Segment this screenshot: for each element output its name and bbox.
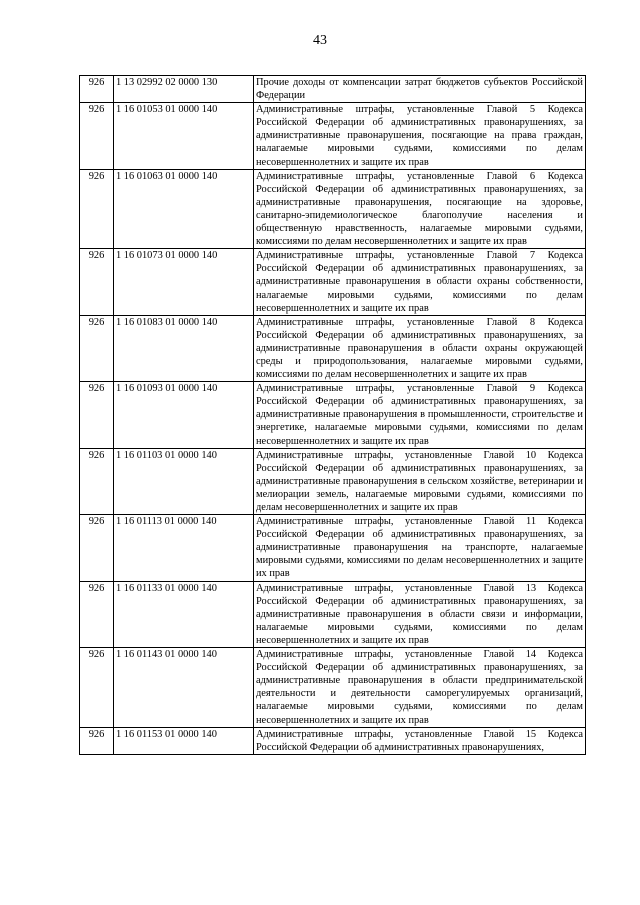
income-name-cell: Административные штрафы, установленные Главой 9 Кодекса Российской Федерации об административных правонарушениях, за административные правонарушения в промышленности, строительстве и энергетике, налагаемые мировыми судьями, комиссиями по делам несовершеннолетних и защите их прав [254, 382, 586, 448]
income-name-cell: Административные штрафы, установленные Главой 11 Кодекса Российской Федерации об административных правонарушениях, за административные правонарушения на транспорте, налагаемые мировыми судьями, комиссиями по делам несовершеннолетних и защите их прав [254, 515, 586, 581]
table-row [80, 315, 586, 381]
income-name-cell: Административные штрафы, установленные Главой 6 Кодекса Российской Федерации об административных правонарушениях, за административные правонарушения, посягающие на здоровье, санитарно-эпидемиологическое благополучие населения и общественную нравственность, налагаемые мировыми судьями, комиссиями по делам несовершеннолетних и защите их прав [254, 169, 586, 249]
income-name-cell: Административные штрафы, установленные Главой 8 Кодекса Российской Федерации об административных правонарушениях, за административные правонарушения в области охраны окружающей среды и природопользования, налагаемые мировыми судьями, комиссиями по делам несовершеннолетних и защите их прав [254, 315, 586, 381]
budget-code-cell: 1 16 01133 01 0000 140 [114, 581, 254, 647]
income-name-cell: Административные штрафы, установленные Главой 14 Кодекса Российской Федерации об административных правонарушениях, за административные правонарушения в области предпринимательской деятельности и деятельности саморегулируемых организаций, налагаемые мировыми судьями, комиссиями по делам несовершеннолетних и защите их прав [254, 648, 586, 728]
admin-code-cell: 926 [80, 249, 114, 315]
admin-code-cell: 926 [80, 169, 114, 249]
budget-code-cell: 1 16 01103 01 0000 140 [114, 448, 254, 514]
budget-code-cell: 1 16 01113 01 0000 140 [114, 515, 254, 581]
table-row [80, 448, 586, 514]
table-row [80, 103, 586, 169]
admin-code-cell: 926 [80, 103, 114, 169]
admin-code-cell: 926 [80, 581, 114, 647]
admin-code-cell: 926 [80, 76, 114, 103]
page-number: 43 [313, 33, 327, 48]
budget-code-cell: 1 16 01083 01 0000 140 [114, 315, 254, 381]
income-name-cell: Административные штрафы, установленные Главой 7 Кодекса Российской Федерации об административных правонарушениях, за административные правонарушения в области охраны собственности, налагаемые мировыми судьями, комиссиями по делам несовершеннолетних и защите их прав [254, 249, 586, 315]
income-name-cell: Прочие доходы от компенсации затрат бюджетов субъектов Российской Федерации [254, 76, 586, 103]
budget-code-cell: 1 16 01073 01 0000 140 [114, 249, 254, 315]
admin-code-cell: 926 [80, 382, 114, 448]
income-name-cell: Административные штрафы, установленные Главой 13 Кодекса Российской Федерации об административных правонарушениях, за административные правонарушения в области связи и информации, налагаемые мировыми судьями, комиссиями по делам несовершеннолетних и защите их прав [254, 581, 586, 647]
admin-code-cell: 926 [80, 448, 114, 514]
table-row [80, 581, 586, 647]
budget-classification-table [79, 75, 586, 755]
table-row [80, 249, 586, 315]
admin-code-cell: 926 [80, 727, 114, 754]
budget-code-cell: 1 16 01093 01 0000 140 [114, 382, 254, 448]
income-name-cell: Административные штрафы, установленные Главой 10 Кодекса Российской Федерации об административных правонарушениях, за административные правонарушения в сельском хозяйстве, ветеринарии и мелиорации земель, налагаемые мировыми судьями, комиссиями по делам несовершеннолетних и защите их прав [254, 448, 586, 514]
budget-code-cell: 1 16 01143 01 0000 140 [114, 648, 254, 728]
budget-code-cell: 1 16 01063 01 0000 140 [114, 169, 254, 249]
admin-code-cell: 926 [80, 515, 114, 581]
income-name-cell: Административные штрафы, установленные Главой 15 Кодекса Российской Федерации об административных правонарушениях, [254, 727, 586, 754]
income-name-cell: Административные штрафы, установленные Главой 5 Кодекса Российской Федерации об административных правонарушениях, за административные правонарушения, посягающие на права граждан, налагаемые мировыми судьями, комиссиями по делам несовершеннолетних и защите их прав [254, 103, 586, 169]
budget-code-cell: 1 16 01153 01 0000 140 [114, 727, 254, 754]
table-row [80, 727, 586, 754]
admin-code-cell: 926 [80, 648, 114, 728]
table-row [80, 382, 586, 448]
table-row [80, 169, 586, 249]
table-row [80, 76, 586, 103]
budget-code-cell: 1 16 01053 01 0000 140 [114, 103, 254, 169]
budget-code-cell: 1 13 02992 02 0000 130 [114, 76, 254, 103]
admin-code-cell: 926 [80, 315, 114, 381]
table-row [80, 648, 586, 728]
table-row [80, 515, 586, 581]
